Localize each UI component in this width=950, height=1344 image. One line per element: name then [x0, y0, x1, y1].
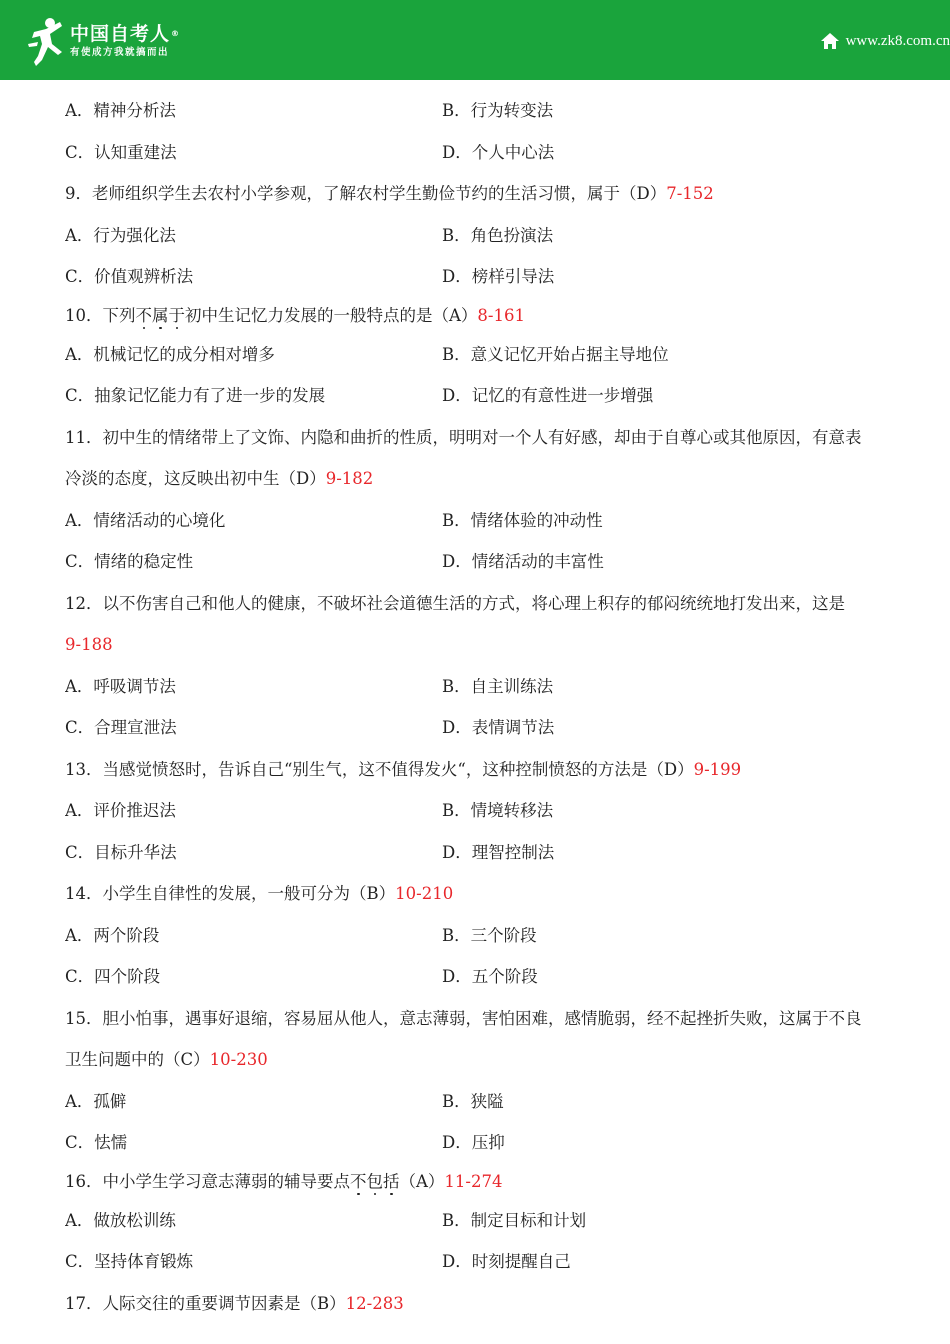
option-right: B．意义记忆开始占据主导地位: [442, 344, 669, 364]
option-row: [65, 1200, 950, 1242]
emphasis-dot: [176, 327, 179, 330]
option-left: A．评价推迟法: [65, 801, 176, 820]
option-right: B．情绪体验的冲动性: [442, 510, 603, 530]
page-reference: 9-182: [325, 469, 374, 488]
question-text: 12．以不伤害自己和他人的健康，不破坏社会道德生活的方式，将心理上积存的郁闷统统地打发出来，这是: [65, 593, 845, 613]
emphasis-dot: [390, 1193, 393, 1196]
question-text: 卫生问题中的（C）: [65, 1050, 210, 1069]
emphasis-text: 不属于: [136, 306, 186, 325]
site-url: www.zk8.com.cn: [845, 32, 950, 49]
option-row: [65, 334, 950, 376]
running-figure-logo-icon: [26, 14, 66, 68]
option-right: B．狭隘: [442, 1091, 504, 1111]
option-row: [65, 256, 950, 298]
page-reference: 10-210: [395, 884, 454, 903]
question-text: 初中生记忆力发展的一般特点的是（A）: [185, 305, 478, 325]
option-right: B．制定目标和计划: [442, 1210, 587, 1230]
page-reference: 9-199: [693, 759, 742, 779]
question-text: 13．当感觉愤怒时，告诉自己“别生气，这不值得发火“，这种控制愤怒的方法是（D）: [65, 759, 694, 779]
emphasis-dot: [159, 327, 162, 330]
question-line: [65, 298, 950, 334]
option-right: D．情绪活动的丰富性: [442, 552, 604, 571]
page-reference: 11-274: [444, 1171, 503, 1191]
option-row: [65, 1241, 950, 1283]
option-left: C．抽象记忆能力有了进一步的发展: [65, 386, 326, 405]
option-left: C．坚持体育锻炼: [65, 1252, 194, 1271]
emphasis-dot: [143, 327, 146, 330]
option-right: B．行为转变法: [442, 101, 554, 120]
option-right: D．记忆的有意性进一步增强: [442, 386, 654, 405]
question-text: 冷淡的态度，这反映出初中生（D）: [65, 469, 326, 488]
option-left: A．做放松训练: [65, 1210, 176, 1230]
question-line: [65, 458, 950, 500]
brand-name: 中国自考人®: [70, 23, 181, 45]
option-right: B．情境转移法: [442, 801, 554, 820]
question-line: [65, 1283, 950, 1325]
option-left: A．两个阶段: [65, 925, 160, 945]
option-left: C．情绪的稳定性: [65, 552, 194, 571]
option-left: A．孤僻: [65, 1091, 127, 1111]
question-line: [65, 873, 950, 915]
page-reference: 12-283: [345, 1293, 404, 1313]
page-header: [0, 0, 950, 80]
page-reference: 10-230: [209, 1050, 268, 1069]
option-row: [65, 832, 950, 874]
page-reference: 7-152: [666, 184, 714, 203]
brand-slogan: 有使成方我就搞而出: [70, 47, 170, 58]
option-right: B．三个阶段: [442, 925, 537, 945]
question-text: 16．中小学生学习意志薄弱的辅导要点: [65, 1171, 350, 1191]
question-text: 9．老师组织学生去农村小学参观，了解农村学生勤俭节约的生活习惯，属于（D）: [65, 184, 667, 203]
option-right: B．角色扮演法: [442, 225, 554, 245]
option-left: C．认知重建法: [65, 142, 177, 162]
home-icon: [820, 32, 840, 50]
page-reference: 8-161: [477, 305, 525, 325]
option-right: D．时刻提醒自己: [442, 1252, 571, 1271]
option-left: A．机械记忆的成分相对增多: [65, 344, 275, 364]
option-row: [65, 1122, 950, 1164]
exam-content: [65, 90, 950, 1324]
question-line: [65, 749, 950, 791]
question-text: 14．小学生自律性的发展，一般可分为（B）: [65, 884, 396, 903]
question-text: 15．胆小怕事，遇事好退缩，容易屈从他人，意志薄弱，害怕困难，感情脆弱，经不起挫折失败，这属于不良: [65, 1008, 862, 1028]
question-line: [65, 583, 950, 625]
option-right: D．表情调节法: [442, 718, 555, 737]
option-right: D．五个阶段: [442, 967, 538, 986]
option-row: [65, 790, 950, 832]
option-right: D．压抑: [442, 1133, 505, 1152]
option-row: [65, 500, 950, 542]
option-row: [65, 666, 950, 708]
option-left: C．目标升华法: [65, 842, 177, 862]
option-right: D．理智控制法: [442, 842, 555, 862]
option-row: [65, 90, 950, 132]
question-text: 11．初中生的情绪带上了文饰、内隐和曲折的性质，明明对一个人有好感，却由于自尊心或其他原因，有意表: [65, 427, 862, 447]
site-link[interactable]: [820, 32, 950, 50]
option-left: C．价值观辨析法: [65, 267, 194, 286]
question-line: [65, 1039, 950, 1081]
option-right: D．个人中心法: [442, 142, 555, 162]
option-left: A．行为强化法: [65, 225, 176, 245]
option-left: A．情绪活动的心境化: [65, 510, 226, 530]
option-left: C．怯懦: [65, 1133, 128, 1152]
option-left: A．呼吸调节法: [65, 676, 176, 696]
question-text: 10．下列: [65, 305, 136, 325]
option-row: [65, 541, 950, 583]
option-left: A．精神分析法: [65, 101, 176, 120]
option-row: [65, 707, 950, 749]
option-right: D．榜样引导法: [442, 267, 555, 286]
emphasis-dot: [357, 1193, 360, 1196]
option-row: [65, 915, 950, 957]
emphasis-dot: [374, 1193, 377, 1196]
emphasis-dots: [350, 1193, 400, 1197]
question-text: 17．人际交往的重要调节因素是（B）: [65, 1293, 346, 1313]
emphasis-dots: [136, 327, 186, 331]
question-line: [65, 173, 950, 215]
option-left: C．四个阶段: [65, 967, 161, 986]
question-line: [65, 417, 950, 459]
option-right: B．自主训练法: [442, 676, 554, 696]
emphasis-text: 不包括: [350, 1172, 400, 1191]
question-line: [65, 624, 950, 666]
brand-logo[interactable]: [26, 14, 180, 68]
option-row: [65, 132, 950, 174]
option-row: [65, 956, 950, 998]
option-row: [65, 215, 950, 257]
question-line: [65, 998, 950, 1040]
option-row: [65, 1081, 950, 1123]
page-reference: 9-188: [65, 635, 113, 654]
option-left: C．合理宣泄法: [65, 718, 177, 737]
option-row: [65, 375, 950, 417]
question-line: [65, 1164, 950, 1200]
question-text: （A）: [399, 1171, 445, 1191]
registered-mark: ®: [171, 29, 181, 38]
